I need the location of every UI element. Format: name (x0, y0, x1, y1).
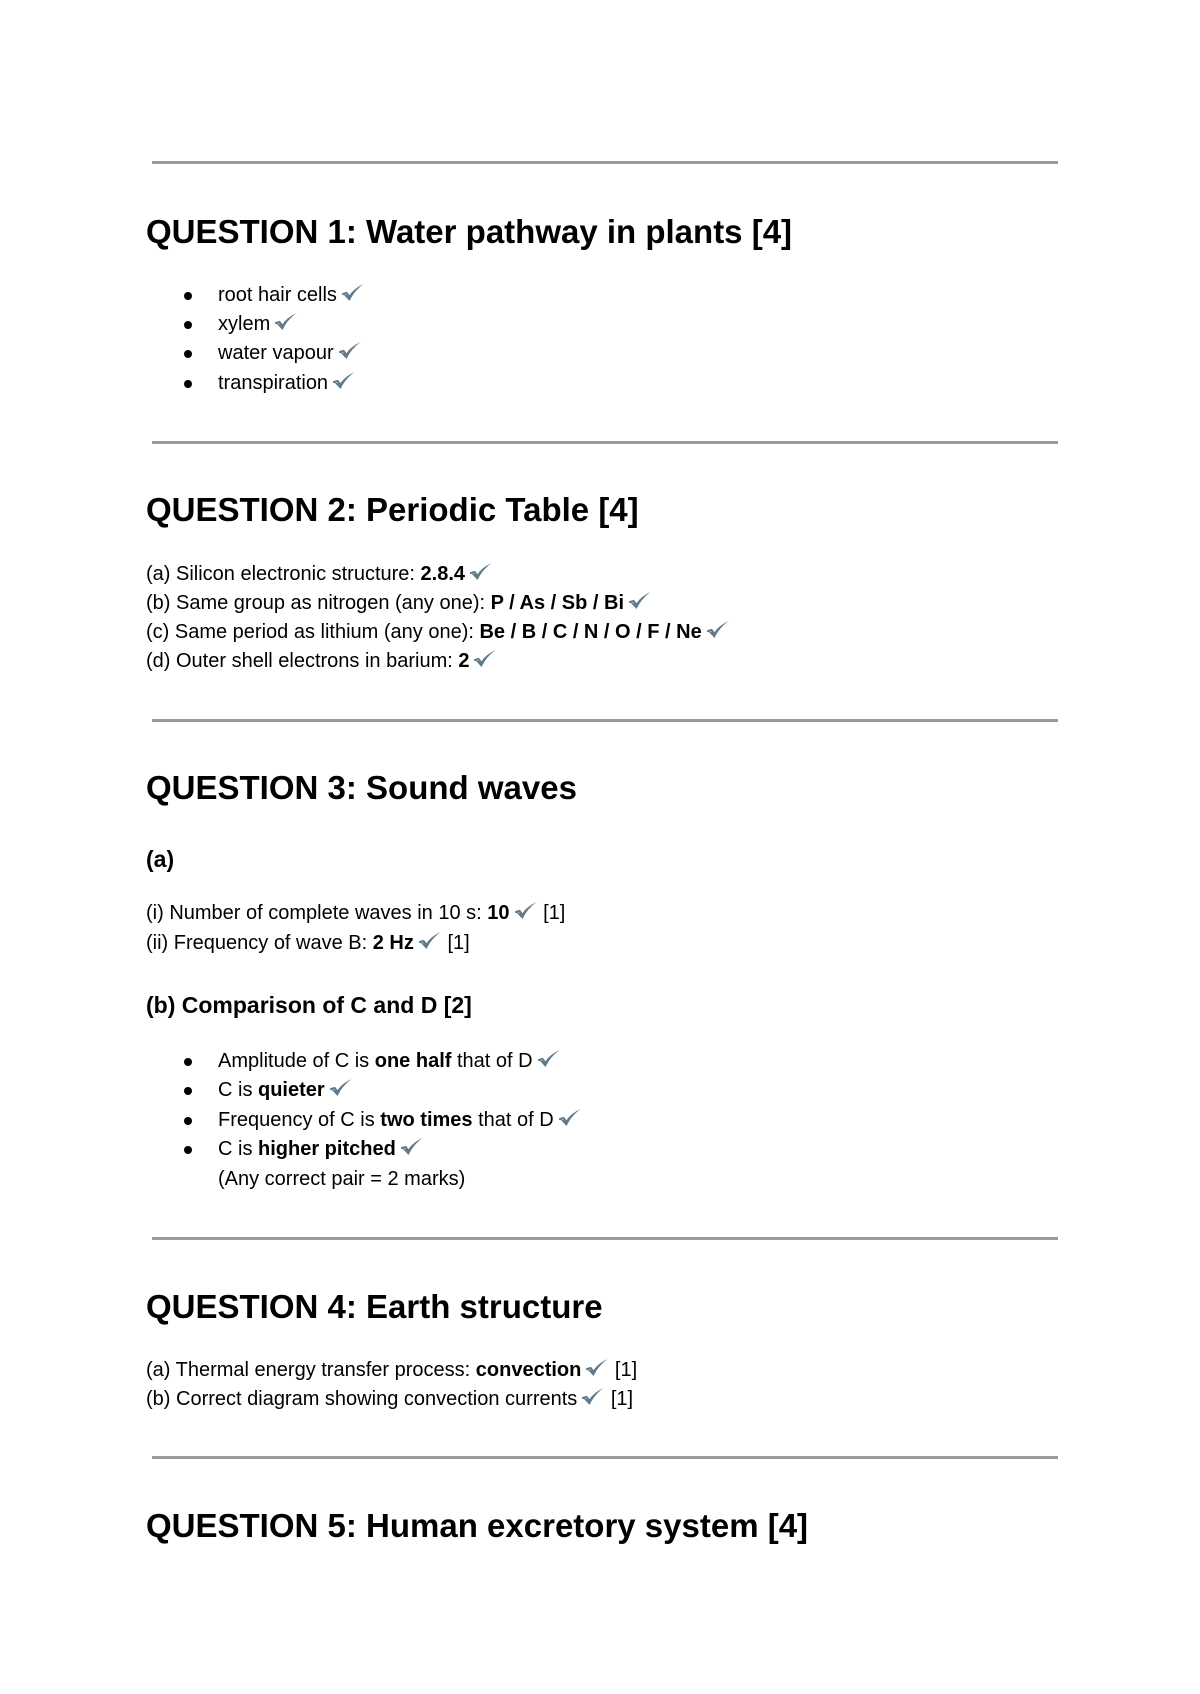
answer-value: 2.8.4 (420, 563, 466, 585)
item-text: xylem (218, 313, 271, 335)
question-4-heading: QUESTION 4: Earth structure (146, 1288, 603, 1325)
check-icon (332, 370, 356, 392)
question-5-heading: QUESTION 5: Human excretory system [4] (146, 1507, 809, 1544)
check-icon (581, 1386, 605, 1408)
check-icon (329, 1077, 353, 1099)
answer-label: (d) Outer shell electrons in barium: (146, 650, 459, 672)
check-icon (473, 648, 497, 670)
list-item (218, 339, 362, 368)
check-icon (706, 619, 730, 641)
answer-value: Be / B / C / N / O / F / Ne (479, 621, 702, 643)
item-bold: higher pitched (258, 1138, 396, 1160)
check-icon (628, 590, 652, 612)
item-bold: quieter (258, 1079, 325, 1101)
answer-line (146, 560, 493, 589)
list-item (218, 1106, 582, 1135)
divider (152, 1237, 1058, 1240)
answer-line (146, 618, 730, 647)
item-text: that of D (451, 1050, 533, 1072)
item-text: Amplitude of C is (218, 1050, 375, 1072)
answer-line (146, 647, 497, 676)
marks: [1] (614, 1359, 638, 1381)
answer-line (146, 929, 470, 958)
answer-label: (c) Same period as lithium (any one): (146, 621, 480, 643)
question-1-heading: QUESTION 1: Water pathway in plants [4] (146, 213, 793, 250)
answer-value: 2 (458, 650, 470, 672)
answer-value: 2 Hz (372, 932, 414, 954)
list-item (218, 1047, 561, 1076)
answer-line (146, 899, 565, 928)
check-icon (514, 900, 538, 922)
divider (152, 441, 1058, 444)
check-icon (537, 1048, 561, 1070)
check-icon (558, 1107, 582, 1129)
item-text: Frequency of C is (218, 1109, 381, 1131)
answer-label: (a) Silicon electronic structure: (146, 563, 421, 585)
question-2-heading: QUESTION 2: Periodic Table [4] (146, 491, 639, 528)
answer-label: (i) Number of complete waves in 10 s: (146, 902, 488, 924)
item-text: that of D (472, 1109, 554, 1131)
answer-label: (b) Correct diagram showing convection currents (146, 1388, 578, 1410)
question-3-heading: QUESTION 3: Sound waves (146, 769, 577, 806)
answer-line (146, 1356, 637, 1385)
check-icon (585, 1357, 609, 1379)
check-icon (400, 1136, 424, 1158)
item-text: C is (218, 1079, 258, 1101)
list-item (218, 1076, 353, 1105)
item-text: transpiration (218, 372, 329, 394)
list-item (218, 281, 365, 310)
answer-line (146, 589, 652, 618)
answer-label: (ii) Frequency of wave B: (146, 932, 373, 954)
marks-note: (Any correct pair = 2 marks) (218, 1168, 466, 1190)
item-text: root hair cells (218, 284, 337, 306)
item-bold: two times (380, 1109, 473, 1131)
answer-label: (a) Thermal energy transfer process: (146, 1359, 476, 1381)
subheading-b: (b) Comparison of C and D [2] (146, 992, 472, 1018)
answer-line (146, 1385, 633, 1414)
item-text: C is (218, 1138, 258, 1160)
marks: [1] (447, 932, 470, 954)
list-item (218, 310, 298, 339)
check-icon (338, 340, 362, 362)
answer-label: (b) Same group as nitrogen (any one): (146, 592, 491, 614)
divider (152, 719, 1058, 722)
answer-value: P / As / Sb / Bi (490, 592, 625, 614)
list-item (218, 1135, 424, 1164)
marks: [1] (543, 902, 566, 924)
check-icon (469, 561, 493, 583)
item-bold: one half (374, 1050, 452, 1072)
marks: [1] (610, 1388, 634, 1410)
item-text: water vapour (218, 342, 334, 364)
check-icon (418, 930, 442, 952)
answer-value: 10 (487, 902, 510, 924)
list-item (218, 369, 356, 398)
divider (152, 161, 1058, 164)
check-icon (341, 282, 365, 304)
divider (152, 1456, 1058, 1459)
answer-value: convection (475, 1359, 582, 1381)
subheading-a: (a) (146, 846, 175, 872)
check-icon (274, 311, 298, 333)
